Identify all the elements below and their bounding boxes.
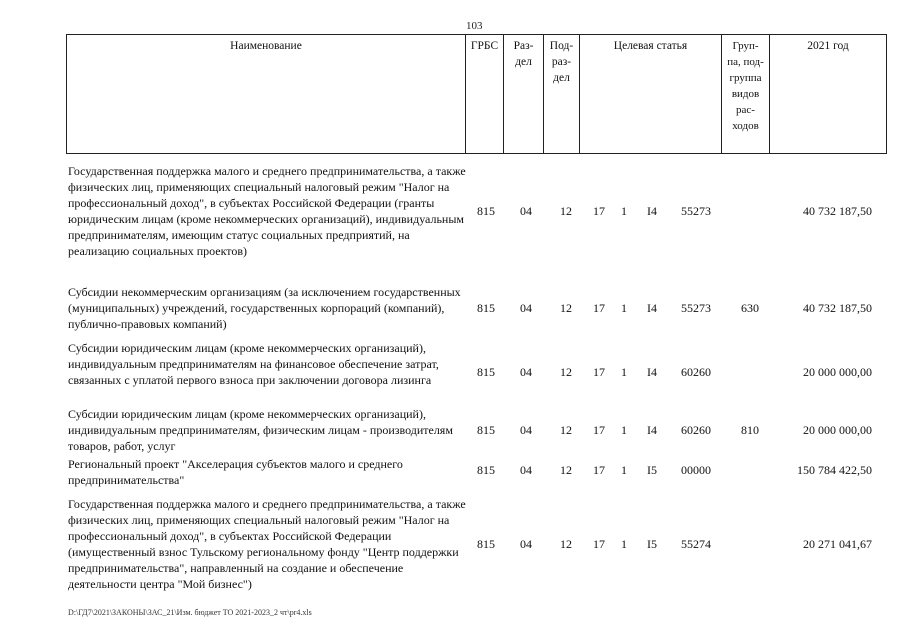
row-grbs: 815 [477,463,495,477]
header-group: Груп- па, под- группа видов рас- ходов [722,35,770,154]
row-target-subprogram: 1 [621,204,627,218]
row-target-program: 17 [593,537,605,551]
row-razdel: 04 [520,463,532,477]
row-target-code: 60260 [681,423,711,437]
row-target-project: I4 [647,423,657,437]
row-target-project: I5 [647,537,657,551]
row-amount: 40 732 187,50 [803,301,872,315]
row-grbs: 815 [477,423,495,437]
row-razdel: 04 [520,301,532,315]
row-name: Государственная поддержка малого и среднего предпринимательства, а также физических лиц, применяющих специальный налоговый режим "Налог на профессиональный доход", в субъектах Российской Федерации (имущественный взнос Тульскому региональному фонду "Центр поддержки предпринимательства", направленный на создание и обеспечение деятельности центра "Мой бизнес") [68,497,466,591]
row-name: Субсидии юридическим лицам (кроме некоммерческих организаций), индивидуальным предпринимателям на финансовое обеспечение затрат, связанных с уплатой первого взноса при заключении договора лизинга [68,341,439,387]
row-razdel: 04 [520,423,532,437]
row-amount: 150 784 422,50 [797,463,872,477]
row-grbs: 815 [477,301,495,315]
row-target-project: I4 [647,301,657,315]
row-podrazdel: 12 [560,537,572,551]
file-path-footer: D:\ГД7\2021\ЗАКОНЫ\ЗАС_21\Изм. бюджет ТО 2021-2023_2 чт\pr4.xls [68,608,312,617]
row-target-project: I5 [647,463,657,477]
row-target-subprogram: 1 [621,365,627,379]
header-razdel: Раз- дел [504,35,544,154]
row-amount: 20 000 000,00 [803,423,872,437]
row-name: Субсидии юридическим лицам (кроме некоммерческих организаций), индивидуальным предпринимателям, физическим лицам - производителям товаров, работ, услуг [68,407,453,453]
row-name: Государственная поддержка малого и среднего предпринимательства, а также физических лиц, применяющих специальный налоговый режим "Налог на профессиональный доход", в субъектах Российской Федерации (гранты юридическим лицам (кроме некоммерческих организаций), индивидуальным предпринимателям, имеющим статус социальных предприятий, на реализацию социальных проектов) [68,164,466,258]
row-target-code: 55273 [681,301,711,315]
page-number: 103 [466,20,483,32]
table-row [0,406,905,454]
row-group: 630 [741,301,759,315]
row-target-project: I4 [647,365,657,379]
header-year: 2021 год [770,35,887,154]
row-podrazdel: 12 [560,204,572,218]
row-target-program: 17 [593,463,605,477]
row-target-subprogram: 1 [621,463,627,477]
table-row [0,496,905,592]
row-target-code: 60260 [681,365,711,379]
row-target-program: 17 [593,204,605,218]
row-target-code: 55274 [681,537,711,551]
table-row [0,340,905,404]
row-razdel: 04 [520,537,532,551]
header-name: Наименование [67,35,466,154]
header-grbs: ГРБС [466,35,504,154]
table-row [0,163,905,259]
row-name: Региональный проект "Акселерация субъектов малого и среднего предпринимательства" [68,457,403,487]
row-podrazdel: 12 [560,301,572,315]
row-podrazdel: 12 [560,463,572,477]
row-grbs: 815 [477,537,495,551]
row-name: Субсидии некоммерческим организациям (за исключением государственных (муниципальных) учреждений, государственных корпораций (компаний), публично-правовых компаний) [68,285,461,331]
row-grbs: 815 [477,204,495,218]
row-target-code: 55273 [681,204,711,218]
row-target-program: 17 [593,423,605,437]
row-target-subprogram: 1 [621,301,627,315]
row-target-program: 17 [593,301,605,315]
table-row [0,284,905,332]
table-row [0,456,905,488]
table-header [66,34,887,154]
row-razdel: 04 [520,204,532,218]
row-amount: 20 271 041,67 [803,537,872,551]
row-target-subprogram: 1 [621,423,627,437]
row-grbs: 815 [477,365,495,379]
header-target: Целевая статья [580,35,722,154]
row-podrazdel: 12 [560,423,572,437]
row-podrazdel: 12 [560,365,572,379]
row-amount: 40 732 187,50 [803,204,872,218]
row-target-code: 00000 [681,463,711,477]
row-razdel: 04 [520,365,532,379]
header-podrazdel: Под- раз- дел [544,35,580,154]
row-target-project: I4 [647,204,657,218]
row-target-subprogram: 1 [621,537,627,551]
row-target-program: 17 [593,365,605,379]
row-group: 810 [741,423,759,437]
row-amount: 20 000 000,00 [803,365,872,379]
